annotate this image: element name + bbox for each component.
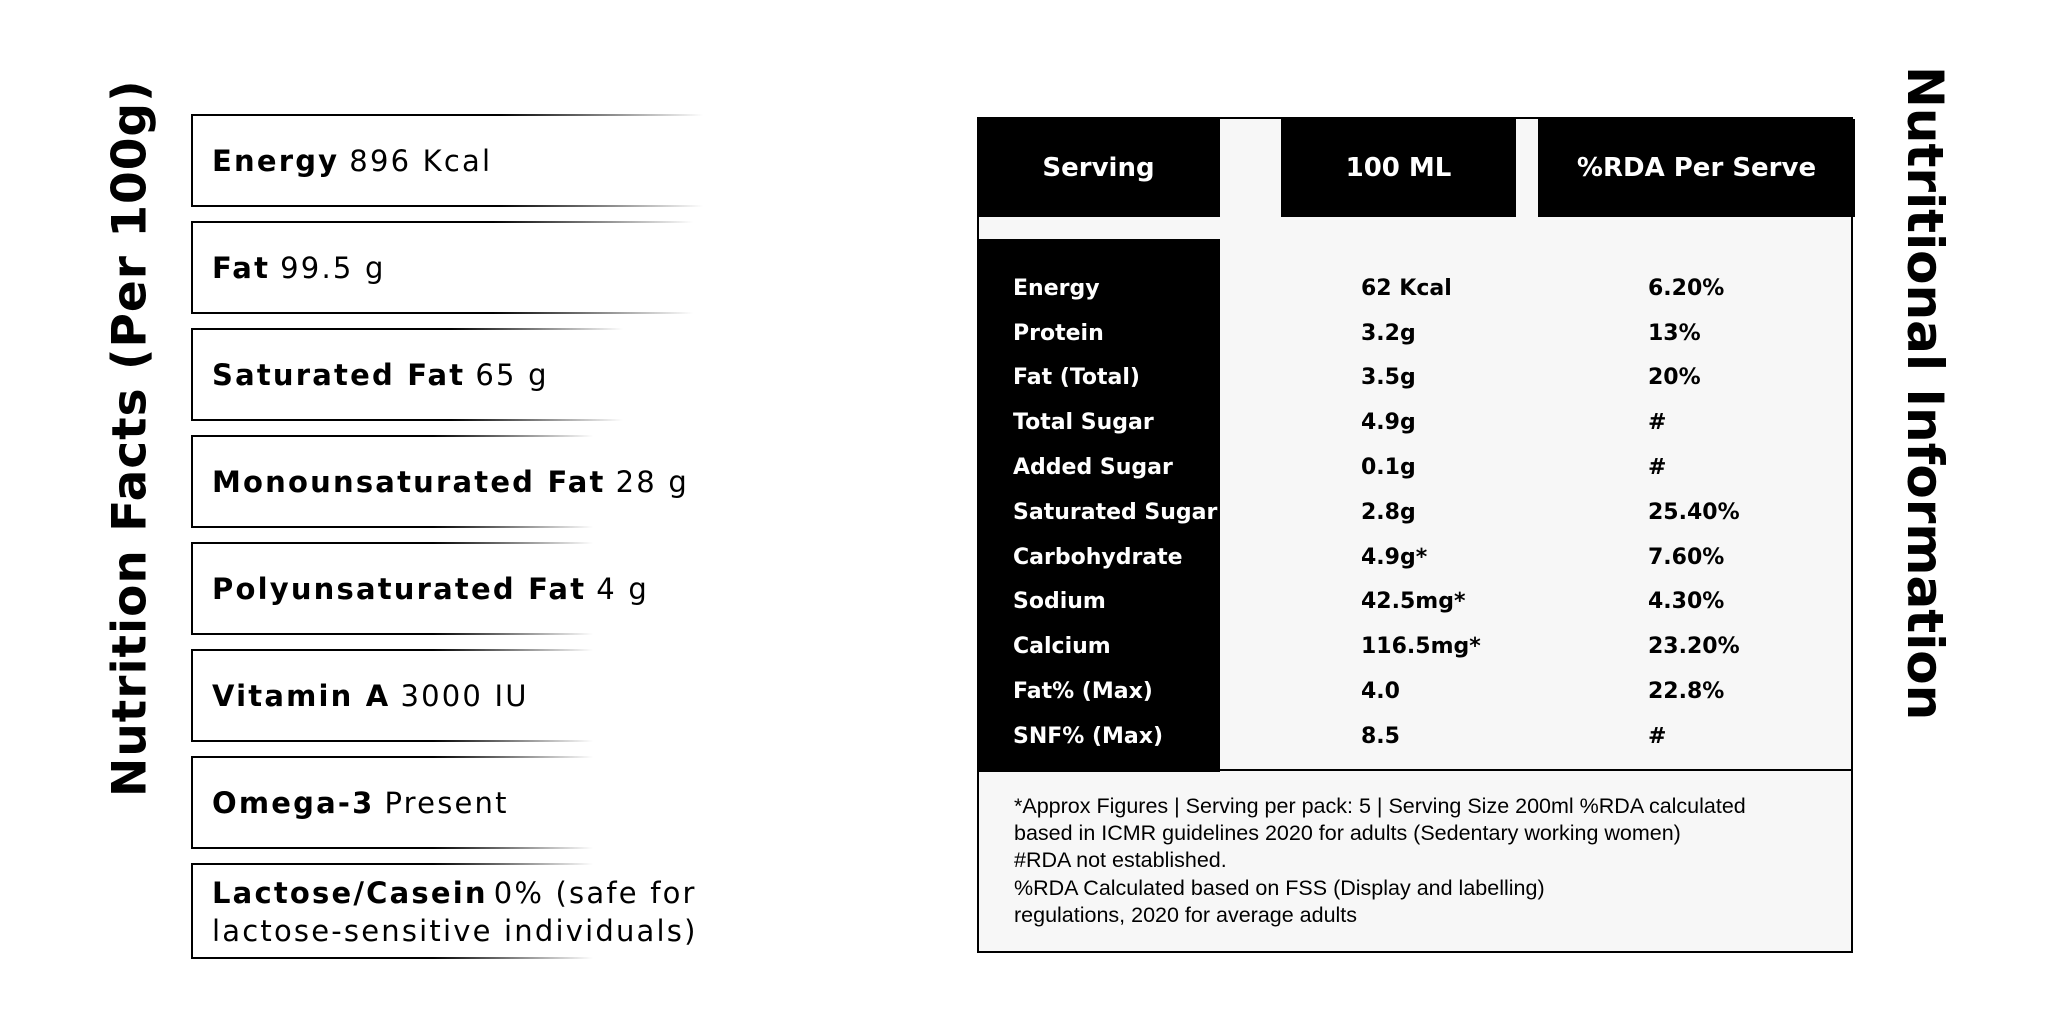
rda-cell: 6.20% [1648,275,1725,301]
amount-cell: 4.9g* [1361,544,1428,570]
fact-polyunsaturated-fat [191,542,761,635]
fact-lactose-casein [191,863,761,959]
amount-cell: 62 Kcal [1361,275,1452,301]
table-row [979,490,1851,535]
table-row [979,445,1851,490]
nutrient-cell: Carbohydrate [1013,544,1183,570]
fact-label: Polyunsaturated Fat [212,571,587,606]
nutrient-cell: Fat% (Max) [1013,679,1153,705]
rda-cell: 13% [1648,320,1701,346]
rda-cell: 7.60% [1648,544,1725,570]
header-serving: Serving [977,119,1220,217]
nutrition-facts-list [191,114,761,973]
nutrition-table [977,117,1853,953]
fact-label: Lactose/Casein [212,876,488,910]
fact-label: Monounsaturated Fat [212,464,606,499]
table-row [979,624,1851,669]
fact-label: Vitamin A [212,678,391,713]
nutrient-cell: Sodium [1013,589,1106,615]
fact-value: 28 g [615,464,689,499]
nutrient-cell: Calcium [1013,634,1111,660]
table-row [979,266,1851,311]
nutrient-cell: Fat (Total) [1013,365,1140,391]
amount-cell: 2.8g [1361,499,1416,525]
table-row [979,669,1851,714]
footnote-line: #RDA not established. [1014,848,1227,873]
table-row [979,580,1851,625]
header-rda: %RDA Per Serve [1538,119,1855,217]
fact-omega-3 [191,756,761,849]
rda-cell: 20% [1648,365,1701,391]
nutrition-facts-title: Nutrition Facts (Per 100g) [102,79,158,797]
nutritional-information-title: Nutritional Information [1896,65,1954,721]
fact-label: Fat [212,250,271,285]
amount-cell: 42.5mg* [1361,589,1466,615]
fact-fat [191,221,761,314]
nutrient-cell: Protein [1013,320,1104,346]
amount-cell: 4.0 [1361,679,1400,705]
amount-cell: 3.5g [1361,365,1416,391]
nutrient-cell: Total Sugar [1013,410,1154,436]
fact-label: Saturated Fat [212,357,466,392]
header-amount: 100 ML [1281,119,1516,217]
footnote-line: %RDA Calculated based on FSS (Display and labelling) [1014,875,1545,900]
table-divider [979,769,1851,771]
fact-label: Omega-3 [212,785,375,820]
fact-value: 65 g [475,357,549,392]
fact-value: 99.5 g [280,250,386,285]
amount-cell: 3.2g [1361,320,1416,346]
nutrient-cell: Energy [1013,275,1100,301]
amount-cell: 116.5mg* [1361,634,1481,660]
rda-cell: 25.40% [1648,499,1740,525]
fact-saturated-fat [191,328,761,421]
fact-value: 896 Kcal [349,143,493,178]
rda-cell: # [1648,723,1667,749]
rda-cell: 4.30% [1648,589,1725,615]
fact-monounsaturated-fat [191,435,761,528]
rda-cell: # [1648,410,1667,436]
amount-cell: 4.9g [1361,410,1416,436]
table-row [979,311,1851,356]
table-row [979,714,1851,759]
fact-vitamin-a [191,649,761,742]
table-row [979,535,1851,580]
rda-cell: # [1648,455,1667,481]
rda-cell: 22.8% [1648,679,1725,705]
fact-value: Present [384,785,509,820]
nutrient-cell: Added Sugar [1013,455,1173,481]
footnote-line: regulations, 2020 for average adults [1014,902,1358,927]
fact-value: 4 g [596,571,649,606]
fact-value: 0% (safe for lactose-sensitive individuals) [212,876,698,948]
table-row [979,356,1851,401]
footnote-line: *Approx Figures | Serving per pack: 5 | Serving Size 200ml %RDA calculated [1014,794,1746,818]
amount-cell: 8.5 [1361,723,1400,749]
rda-cell: 23.20% [1648,634,1740,660]
amount-cell: 0.1g [1361,455,1416,481]
fact-value: 3000 IU [400,678,529,713]
table-row [979,400,1851,445]
fact-label: Energy [212,143,340,178]
nutrient-cell: Saturated Sugar [1013,499,1218,525]
table-body [979,266,1851,759]
nutrient-cell: SNF% (Max) [1013,723,1164,749]
fact-energy [191,114,761,207]
footnote [1014,793,1814,929]
footnote-line: based in ICMR guidelines 2020 for adults (Sedentary working women) [1014,821,1681,846]
